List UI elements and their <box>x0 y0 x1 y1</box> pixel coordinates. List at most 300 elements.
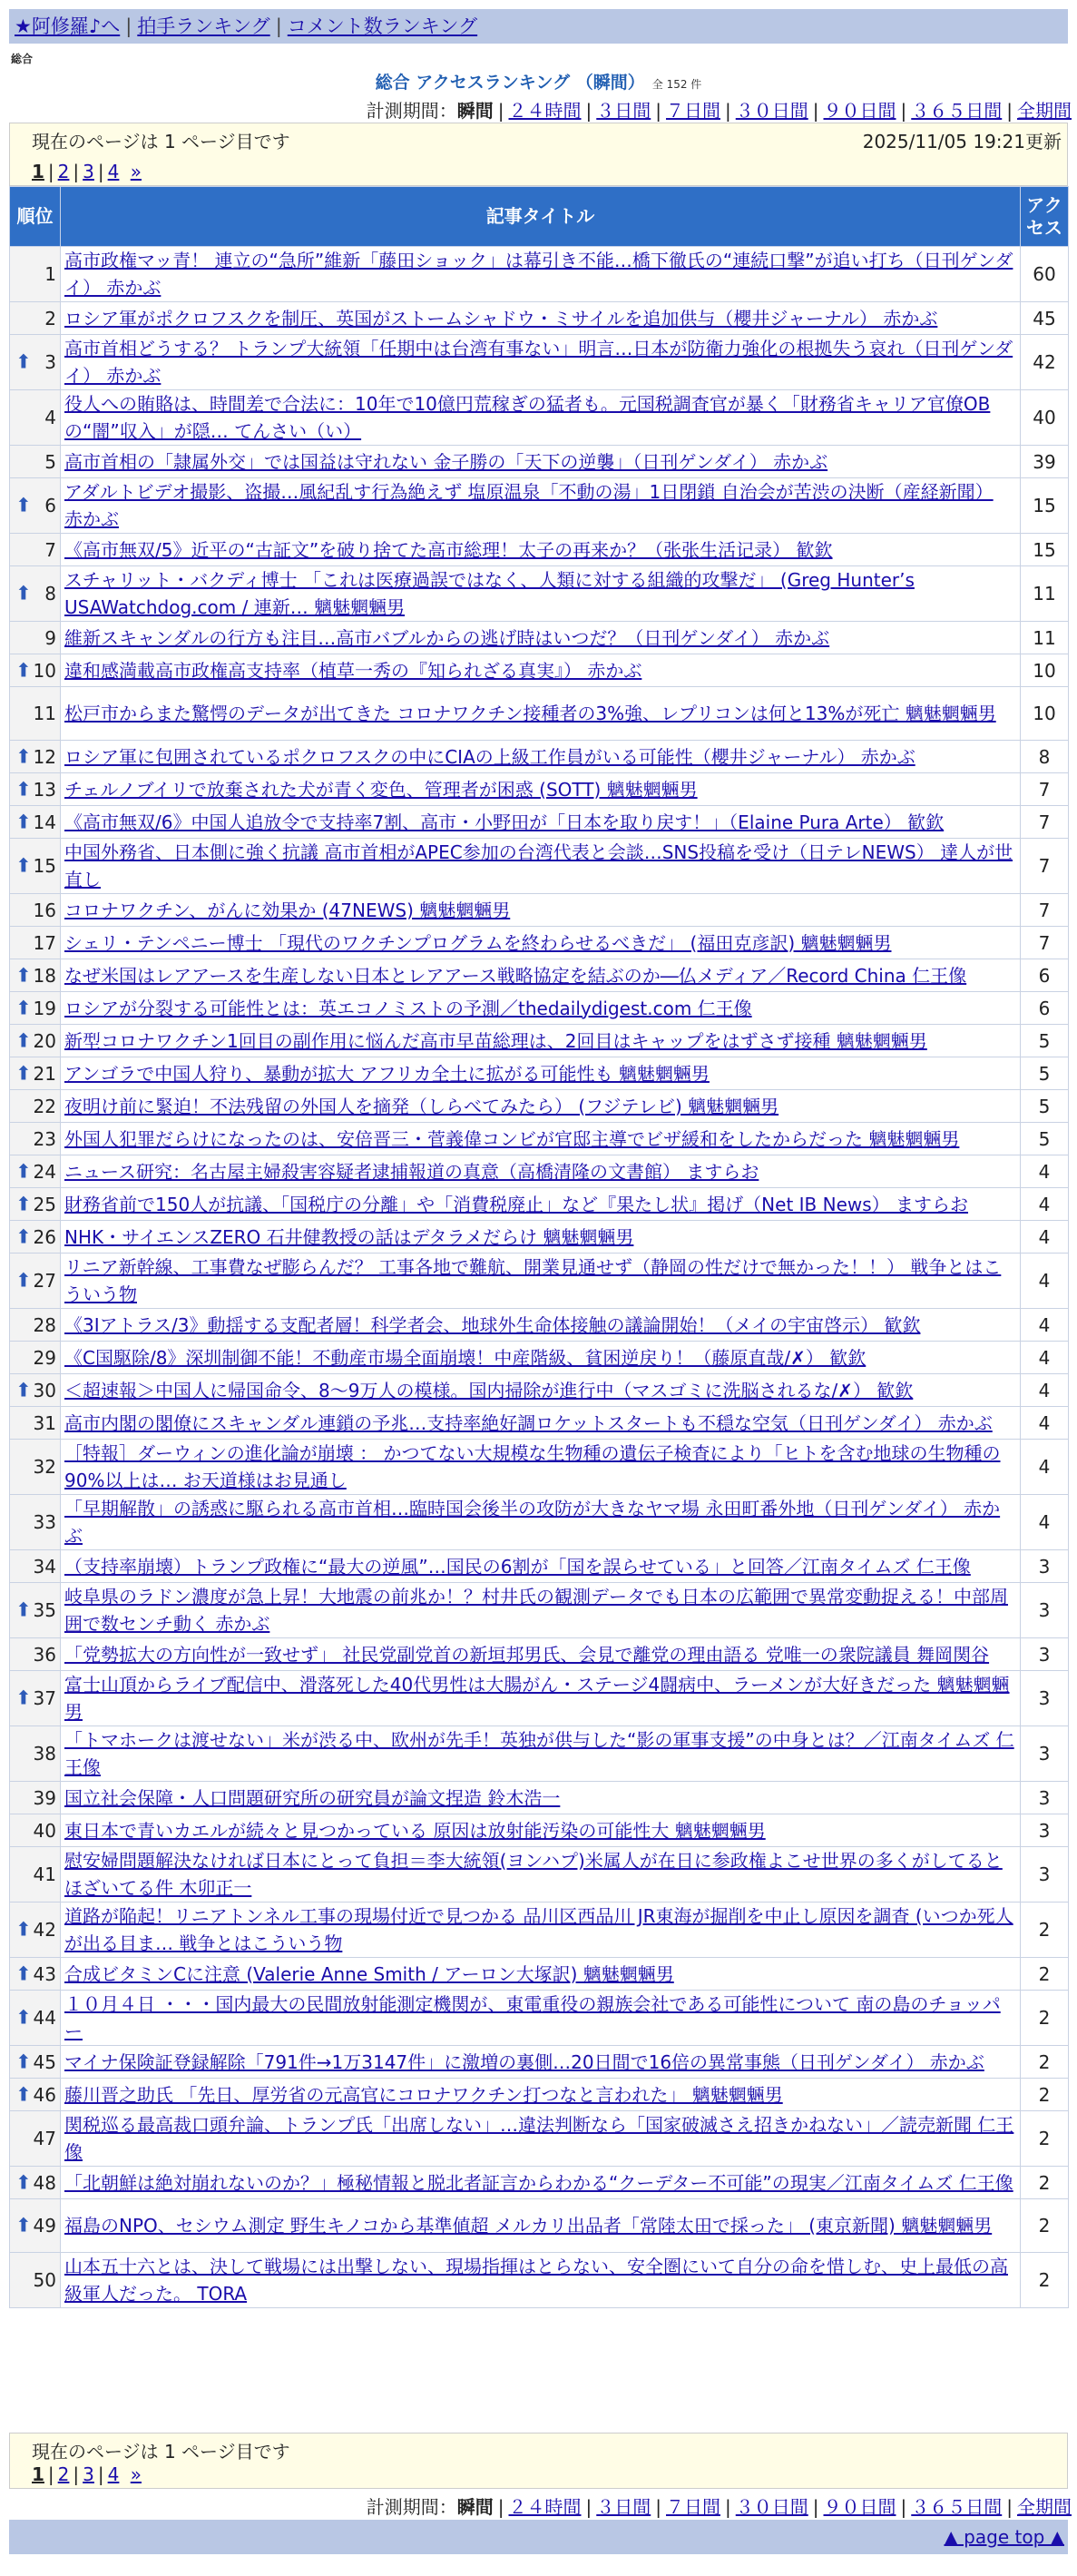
footer-bar <box>9 2520 1068 2554</box>
access-count: 15 <box>1021 534 1069 566</box>
up-arrow-icon: ⬆ <box>15 1686 32 1709</box>
rank-number: 44 <box>33 2007 56 2029</box>
rank-cell <box>10 2167 61 2199</box>
access-count: 4 <box>1021 1254 1069 1309</box>
title-cell <box>61 1221 1021 1254</box>
page-separator: | <box>47 2463 54 2485</box>
up-arrow-icon: ⬆ <box>15 1225 32 1247</box>
title-cell <box>61 1342 1021 1374</box>
nav-separator: | <box>275 15 282 37</box>
title-cell <box>61 1254 1021 1309</box>
period-option[interactable]: ３日間 <box>596 100 651 122</box>
page-info-box-bottom <box>9 2433 1068 2489</box>
rank-cell <box>10 992 61 1025</box>
access-count: 5 <box>1021 1057 1069 1090</box>
article-link[interactable]: 維新スキャンダルの行方も注目…高市バブルからの逃げ時はいつだ？（日刊ゲンダイ） 赤かぶ <box>64 626 830 649</box>
table-row <box>10 1550 1069 1583</box>
rank-number: 7 <box>44 538 56 561</box>
title-cell <box>61 446 1021 478</box>
article-link[interactable]: 《3Iアトラス/3》動揺する支配者層！科学者会、地球外生命体接触の議論開始！（メイの宇宙啓示） 歓欽 <box>64 1313 921 1336</box>
period-separator: | <box>655 2496 661 2518</box>
table-row <box>10 654 1069 687</box>
article-link[interactable]: シェリ・テンペニー博士 「現代のワクチンプログラムを終わらせるべきだ」 (福田克彦訳) 魑魅魍魎男 <box>64 931 892 954</box>
table-row <box>10 247 1069 302</box>
access-count: 5 <box>1021 1123 1069 1155</box>
article-link[interactable]: 東日本で青いカエルが続々と見つかっている 原因は放射能汚染の可能性大 魑魅魍魎男 <box>64 1819 766 1842</box>
table-row <box>10 1671 1069 1726</box>
table-row <box>10 335 1069 390</box>
title-cell <box>61 1958 1021 1991</box>
table-row <box>10 927 1069 959</box>
access-count: 3 <box>1021 1814 1069 1847</box>
up-arrow-icon: ⬆ <box>15 1269 32 1292</box>
rank-number: 33 <box>33 1511 56 1533</box>
rank-number: 31 <box>33 1411 56 1434</box>
table-row <box>10 2046 1069 2079</box>
rank-cell <box>10 335 61 390</box>
table-row <box>10 2199 1069 2253</box>
rank-number: 9 <box>44 626 56 649</box>
up-arrow-icon: ⬆ <box>15 582 32 605</box>
title-cell <box>61 2167 1021 2199</box>
rank-cell <box>10 1221 61 1254</box>
title-cell <box>61 566 1021 622</box>
article-link[interactable]: なぜ米国はレアアースを生産しない日本とレアアース戦略協定を結ぶのか―仏メディア／Record China 仁王像 <box>64 964 967 987</box>
access-count: 4 <box>1021 1495 1069 1550</box>
period-separator: | <box>497 100 504 122</box>
title-cell <box>61 894 1021 927</box>
article-link[interactable]: 違和感満載高市政権高支持率（植草一秀の『知られざる真実』） 赤かぶ <box>64 659 642 682</box>
access-count: 2 <box>1021 2046 1069 2079</box>
access-count: 4 <box>1021 1407 1069 1440</box>
table-row <box>10 1188 1069 1221</box>
title-cell <box>61 1123 1021 1155</box>
rank-cell <box>10 1155 61 1188</box>
page-separator: | <box>97 2463 104 2485</box>
rank-number: 20 <box>33 1029 56 1052</box>
article-link[interactable]: 《C国駆除/8》深圳制御不能！不動産市場全面崩壊！中産階級、貧困逆戻り！（藤原直哉/✗） 歓欽 <box>64 1346 866 1369</box>
updated-time: 2025/11/05 19:21更新 <box>862 131 1062 152</box>
access-count: 3 <box>1021 1550 1069 1583</box>
page-link: 1 <box>32 161 44 182</box>
up-arrow-icon: ⬆ <box>15 2171 32 2193</box>
article-link[interactable]: NHK・サイエンスZERO 石井健教授の話はデタラメだらけ 魑魅魍魎男 <box>64 1225 634 1248</box>
article-link[interactable]: 高市首相の「隷属外交」では国益は守れない 金子勝の「天下の逆襲」（日刊ゲンダイ） 赤かぶ <box>64 450 828 473</box>
access-count: 3 <box>1021 1671 1069 1726</box>
article-link[interactable]: 富士山頂からライブ配信中、滑落死した40代男性は大腸がん・ステージ4闘病中、ラーメンが大好きだった 魑魅魍魎男 <box>64 1674 1010 1723</box>
rank-number: 43 <box>33 1962 56 1985</box>
period-current: 瞬間 <box>456 2496 494 2518</box>
table-row <box>10 1903 1069 1958</box>
rank-number: 28 <box>33 1313 56 1336</box>
rank-number: 37 <box>33 1687 56 1709</box>
title-cell <box>61 1057 1021 1090</box>
rank-number: 12 <box>33 745 56 768</box>
rank-header: 順位 <box>10 187 61 247</box>
up-arrow-icon: ⬆ <box>15 494 32 516</box>
page-separator: | <box>47 161 54 182</box>
table-row <box>10 2111 1069 2167</box>
title-cell <box>61 2046 1021 2079</box>
period-option[interactable]: ７日間 <box>666 100 720 122</box>
access-count: 3 <box>1021 1847 1069 1903</box>
access-count: 8 <box>1021 741 1069 773</box>
article-link[interactable]: ＜超速報＞中国人に帰国命令、8〜9万人の模様。国内掃除が進行中（マスゴミに洗脳されるな/✗） 歓欽 <box>64 1379 914 1401</box>
rank-cell <box>10 654 61 687</box>
rank-number: 35 <box>33 1599 56 1621</box>
rank-cell <box>10 1090 61 1123</box>
title-cell <box>61 478 1021 534</box>
period-option[interactable]: ２４時間 <box>508 100 582 122</box>
access-count: 42 <box>1021 335 1069 390</box>
article-link[interactable]: ［特報］ダーウィンの進化論が崩壊 ： かつてない大規模な生物種の遺伝子検査により「ヒトを含む地球の生物種の90%以上は… お天道様はお見通し <box>64 1442 1001 1491</box>
table-row <box>10 1254 1069 1309</box>
rank-cell <box>10 478 61 534</box>
up-arrow-icon: ⬆ <box>15 2214 32 2237</box>
table-row <box>10 1782 1069 1814</box>
title-cell <box>61 2199 1021 2253</box>
table-row <box>10 1726 1069 1782</box>
next-page-link[interactable]: » <box>130 161 142 182</box>
rank-number: 23 <box>33 1127 56 1150</box>
access-count: 11 <box>1021 622 1069 654</box>
rank-cell <box>10 1374 61 1407</box>
rank-number: 38 <box>33 1743 56 1765</box>
period-option[interactable]: ２４時間 <box>508 2496 582 2518</box>
period-option[interactable]: ７日間 <box>666 2496 720 2518</box>
page-link[interactable]: 3 <box>83 161 94 182</box>
up-arrow-icon: ⬆ <box>15 350 32 373</box>
title-cell <box>61 927 1021 959</box>
rank-number: 25 <box>33 1193 56 1215</box>
rank-cell <box>10 1671 61 1726</box>
rank-cell <box>10 1309 61 1342</box>
period-option[interactable]: ３０日間 <box>735 100 808 122</box>
up-arrow-icon: ⬆ <box>15 745 32 767</box>
up-arrow-icon: ⬆ <box>15 659 32 681</box>
period-separator: | <box>812 100 819 122</box>
rank-number: 5 <box>44 450 56 473</box>
article-link[interactable]: リニア新幹線、工事費なぜ膨らんだ？ 工事各地で難航、開業見通せず（静岡の性だけで無かった！！） 戦争とはこういう物 <box>64 1256 1002 1305</box>
rank-cell <box>10 566 61 622</box>
access-count: 2 <box>1021 2199 1069 2253</box>
article-link[interactable]: １０月４日 ・・・国内最大の民間放射能測定機関が、東電重役の親族会社である可能性について 南の島のチョッパー <box>64 1993 1001 2042</box>
next-page-link[interactable]: » <box>130 2463 142 2485</box>
up-arrow-icon: ⬆ <box>15 1029 32 1051</box>
up-arrow-icon: ⬆ <box>15 811 32 832</box>
title-cell <box>61 2253 1021 2308</box>
title-cell <box>61 1495 1021 1550</box>
comment-ranking-link[interactable]: コメント数ランキング <box>287 15 478 37</box>
rank-cell <box>10 1342 61 1374</box>
rank-cell <box>10 1638 61 1671</box>
article-link[interactable]: 「北朝鮮は絶対崩れないのか？」極秘情報と脱北者証言からわかる“クーデター不可能”の現実／江南タイムズ 仁王像 <box>64 2171 1013 2194</box>
title-cell <box>61 959 1021 992</box>
table-row <box>10 1025 1069 1057</box>
article-link[interactable]: ニュース研究：名古屋主婦殺害容疑者逮捕報道の真意（高橋清隆の文書館） ますらお <box>64 1160 759 1183</box>
access-count: 4 <box>1021 1342 1069 1374</box>
access-count: 7 <box>1021 806 1069 839</box>
period-option[interactable]: ９０日間 <box>823 100 896 122</box>
table-row <box>10 1495 1069 1550</box>
item-count: 全 152 件 <box>651 78 702 91</box>
rank-number: 3 <box>44 351 56 373</box>
period-separator: | <box>900 100 907 122</box>
article-link[interactable]: 「党勢拡大の方向性が一致せず」 社民党副党首の新垣邦男氏、会見で離党の理由語る 党唯一の衆院議員 舞岡関谷 <box>64 1643 990 1666</box>
ranking-title: 総合 アクセスランキング （瞬間） <box>375 73 645 93</box>
table-row <box>10 1090 1069 1123</box>
period-separator: | <box>900 2496 907 2518</box>
article-link[interactable]: 慰安婦問題解決なければ日本にとって負担＝李大統領(ヨンハプ)米属人が在日に参政権よこせ世界の多くがしてるとほざいてる件 木卯正一 <box>64 1850 1003 1899</box>
table-row <box>10 1221 1069 1254</box>
title-cell <box>61 1407 1021 1440</box>
article-link[interactable]: アダルトビデオ撮影、盗撮…風紀乱す行為絶えず 塩原温泉「不動の湯」1日閉鎖 自治会が苦渋の決断（産経新聞） 赤かぶ <box>64 481 994 530</box>
table-row <box>10 390 1069 446</box>
access-count: 6 <box>1021 959 1069 992</box>
table-row <box>10 2079 1069 2111</box>
period-option[interactable]: ３０日間 <box>735 2496 808 2518</box>
access-count: 2 <box>1021 2253 1069 2308</box>
period-option[interactable]: ３６５日間 <box>911 100 1003 122</box>
table-row <box>10 534 1069 566</box>
article-link[interactable]: 役人への賄賂は、時間差で合法に：10年で10億円荒稼ぎの猛者も。元国税調査官が暴く「財務省キャリア官僚OBの“闇”収入」が隠… てんさい（い） <box>64 393 991 442</box>
article-link[interactable]: チェルノブイリで放棄された犬が青く変色、管理者が困惑 (SOTT) 魑魅魍魎男 <box>64 778 698 801</box>
article-link[interactable]: マイナ保険証登録解除「791件→1万3147件」に激増の裏側…20日間で16倍の異常事態（日刊ゲンダイ） 赤かぶ <box>64 2050 984 2073</box>
rank-number: 21 <box>33 1062 56 1085</box>
rank-cell <box>10 741 61 773</box>
page-link[interactable]: 4 <box>107 161 120 182</box>
title-cell <box>61 1671 1021 1726</box>
rank-number: 27 <box>33 1270 56 1292</box>
article-link[interactable]: 新型コロナワクチン1回目の副作用に悩んだ高市早苗総理は、2回目はキャップをはずさず接種 魑魅魍魎男 <box>64 1029 927 1052</box>
access-count: 4 <box>1021 1440 1069 1495</box>
title-cell <box>61 1550 1021 1583</box>
article-link[interactable]: 「トマホークは渡せない」米が渋る中、欧州が先手！英独が供与した“影の軍事支援”の中身とは？／江南タイムズ 仁王像 <box>64 1729 1014 1778</box>
article-link[interactable]: 高市首相どうする？ トランプ大統領「任期中は台湾有事ない」明言…日本が防衛力強化の根拠失う哀れ（日刊ゲンダイ） 赤かぶ <box>64 338 1013 387</box>
table-row <box>10 1057 1069 1090</box>
rank-cell <box>10 2046 61 2079</box>
access-count: 40 <box>1021 390 1069 446</box>
table-row <box>10 806 1069 839</box>
article-link[interactable]: （支持率崩壊）トランプ政権に“最大の逆風”…国民の6割が「国を誤らせている」と回答／江南タイムズ 仁王像 <box>64 1555 971 1578</box>
article-link[interactable]: 外国人犯罪だらけになったのは、安倍晋三・菅義偉コンビが官邸主導でビザ緩和をしたからだった 魑魅魍魎男 <box>64 1127 960 1150</box>
clap-ranking-link[interactable]: 拍手ランキング <box>137 15 270 37</box>
table-row <box>10 478 1069 534</box>
pagination <box>32 161 142 182</box>
period-separator: | <box>585 2496 592 2518</box>
rank-number: 24 <box>33 1160 56 1183</box>
table-row <box>10 741 1069 773</box>
rank-cell <box>10 687 61 741</box>
table-row <box>10 773 1069 806</box>
period-option[interactable]: ９０日間 <box>823 2496 896 2518</box>
period-option[interactable]: ３日間 <box>596 2496 651 2518</box>
period-selector <box>367 96 1072 123</box>
rank-number: 46 <box>33 2083 56 2106</box>
home-link[interactable]: ★阿修羅♪へ <box>15 15 121 37</box>
table-row <box>10 1814 1069 1847</box>
article-link[interactable]: 高市政権マッ青！ 連立の“急所”維新「藤田ショック」は幕引き不能…橋下徹氏の“連続口撃”が追い打ち（日刊ゲンダイ） 赤かぶ <box>64 250 1013 299</box>
table-row <box>10 1123 1069 1155</box>
rank-number: 45 <box>33 2050 56 2073</box>
title-cell <box>61 622 1021 654</box>
rank-number: 6 <box>44 495 56 516</box>
article-link[interactable]: コロナワクチン、がんに効果か (47NEWS) 魑魅魍魎男 <box>64 899 511 921</box>
rank-cell <box>10 1903 61 1958</box>
rank-cell <box>10 1814 61 1847</box>
table-row <box>10 2253 1069 2308</box>
title-cell <box>61 687 1021 741</box>
up-arrow-icon: ⬆ <box>15 1962 32 1984</box>
rank-number: 8 <box>44 583 56 605</box>
pagination-bottom <box>32 2463 142 2485</box>
up-arrow-icon: ⬆ <box>15 1379 32 1401</box>
rank-cell <box>10 390 61 446</box>
article-link[interactable]: 《高市無双/6》中国人追放令で支持率7割、高市・小野田が「日本を取り戻す！」（Elaine Pura Arte） 歓欽 <box>64 811 945 833</box>
current-page-text: 現在のページは 1 ページ目です <box>32 131 290 152</box>
rank-number: 15 <box>33 855 56 877</box>
title-cell <box>61 1726 1021 1782</box>
title-cell <box>61 1440 1021 1495</box>
article-link[interactable]: 道路が陥起！リニアトンネル工事の現場付近で見つかる 品川区西品川 JR東海が掘削を中止し原因を調査 (いつか死人が出る目ま… 戦争とはこういう物 <box>64 1905 1013 1954</box>
access-count: 6 <box>1021 992 1069 1025</box>
title-cell <box>61 1991 1021 2046</box>
ranking-heading <box>0 69 1077 93</box>
nav-separator: | <box>125 15 132 37</box>
period-label: 計測期間： <box>366 2496 457 2518</box>
rank-cell <box>10 622 61 654</box>
rank-cell <box>10 1254 61 1309</box>
article-link[interactable]: スチャリット・バクディ博士 「これは医療過誤ではなく、人類に対する組織的攻撃だ」 (Greg Hunter’s USAWatchdog.com / 連新… 魑魅魍魎男 <box>64 569 915 618</box>
title-cell <box>61 806 1021 839</box>
article-link[interactable]: 中国外務省、日本側に強く抗議 高市首相がAPEC参加の台湾代表と会談…SNS投稿を受け（日テレNEWS） 達人が世直し <box>64 841 1013 890</box>
title-cell <box>61 992 1021 1025</box>
rank-cell <box>10 2199 61 2253</box>
rank-cell <box>10 959 61 992</box>
page-link[interactable]: 2 <box>57 2463 70 2485</box>
rank-number: 4 <box>44 407 56 428</box>
up-arrow-icon: ⬆ <box>15 2006 32 2029</box>
article-link[interactable]: 関税巡る最高裁口頭弁論、トランプ氏「出席しない」…違法判断なら「国家破滅さえ招きかねない」／読売新聞 仁王像 <box>64 2114 1014 2163</box>
article-link[interactable]: ロシアが分裂する可能性とは：英エコノミストの予測／thedailydigest.com 仁王像 <box>64 997 752 1019</box>
access-count: 5 <box>1021 1090 1069 1123</box>
rank-number: 22 <box>33 1095 56 1117</box>
ranking-table <box>9 186 1069 2308</box>
title-cell <box>61 839 1021 894</box>
article-link[interactable]: 夜明け前に緊迫！不法残留の外国人を摘発（しらべてみたら） (フジテレビ) 魑魅魍魎男 <box>64 1095 779 1117</box>
rank-cell <box>10 302 61 335</box>
up-arrow-icon: ⬆ <box>15 1193 32 1214</box>
article-link[interactable]: アンゴラで中国人狩り、暴動が拡大 アフリカ全土に拡がる可能性も 魑魅魍魎男 <box>64 1062 710 1085</box>
table-row <box>10 302 1069 335</box>
title-cell <box>61 1309 1021 1342</box>
rank-number: 34 <box>33 1555 56 1578</box>
article-link[interactable]: ロシア軍に包囲されているポクロフスクの中にCIAの上級工作員がいる可能性（櫻井ジャーナル） 赤かぶ <box>64 745 915 768</box>
page-link[interactable]: 2 <box>57 161 70 182</box>
page-separator: | <box>73 161 80 182</box>
page-link[interactable]: 4 <box>107 2463 120 2485</box>
title-cell <box>61 1155 1021 1188</box>
up-arrow-icon: ⬆ <box>15 1062 32 1084</box>
top-nav-bar <box>9 9 1068 44</box>
access-count: 4 <box>1021 1221 1069 1254</box>
rank-cell <box>10 894 61 927</box>
table-row <box>10 566 1069 622</box>
access-count: 10 <box>1021 654 1069 687</box>
article-link[interactable]: 「早期解散」の誘惑に駆られる高市首相…臨時国会後半の攻防が大きなヤマ場 永田町番外地（日刊ゲンダイ） 赤かぶ <box>64 1498 1001 1547</box>
access-header: アクセス <box>1021 187 1069 247</box>
rank-cell <box>10 2079 61 2111</box>
period-option[interactable]: 全期間 <box>1017 2496 1072 2518</box>
up-arrow-icon: ⬆ <box>15 854 32 877</box>
access-count: 3 <box>1021 1638 1069 1671</box>
up-arrow-icon: ⬆ <box>15 778 32 800</box>
title-cell <box>61 1025 1021 1057</box>
page-link: 1 <box>32 2463 44 2485</box>
article-link[interactable]: 合成ビタミンCに注意 (Valerie Anne Smith / アーロン大塚訳) 魑魅魍魎男 <box>64 1962 674 1985</box>
rank-number: 14 <box>33 811 56 833</box>
table-row <box>10 894 1069 927</box>
table-row <box>10 2167 1069 2199</box>
period-option[interactable]: ３６５日間 <box>911 2496 1003 2518</box>
period-label: 計測期間： <box>366 100 457 122</box>
title-cell <box>61 1847 1021 1903</box>
table-row <box>10 1155 1069 1188</box>
title-cell <box>61 1638 1021 1671</box>
access-count: 60 <box>1021 247 1069 302</box>
article-link[interactable]: 国立社会保障・人口問題研究所の研究員が論文捏造 鈴木浩一 <box>64 1786 561 1809</box>
article-link[interactable]: 高市内閣の閣僚にスキャンダル連鎖の予兆…支持率絶好調ロケットスタートも不穏な空気（日刊ゲンダイ） 赤かぶ <box>64 1411 993 1434</box>
title-cell <box>61 741 1021 773</box>
article-link[interactable]: 財務省前で150人が抗議、「国税庁の分離」や「消費税廃止」など『果たし状』掲げ（Net IB News） ますらお <box>64 1193 969 1215</box>
title-cell <box>61 390 1021 446</box>
page-top-link[interactable]: ▲ page top ▲ <box>944 2526 1064 2548</box>
period-option[interactable]: 全期間 <box>1017 100 1072 122</box>
rank-number: 49 <box>33 2215 56 2237</box>
rank-number: 48 <box>33 2171 56 2194</box>
rank-cell <box>10 1495 61 1550</box>
period-separator: | <box>725 2496 731 2518</box>
rank-number: 42 <box>33 1919 56 1941</box>
access-count: 15 <box>1021 478 1069 534</box>
rank-cell <box>10 1583 61 1638</box>
article-link[interactable]: 山本五十六とは、決して戦場には出撃しない、現場指揮はとらない、安全圏にいて自分の命を惜しむ、史上最低の高級軍人だった。 TORA <box>64 2256 1008 2305</box>
table-row <box>10 1638 1069 1671</box>
article-link[interactable]: 松戸市からまた驚愕のデータが出てきた コロナワクチン接種者の3%強、レプリコンは何と13%が死亡 魑魅魍魎男 <box>64 703 996 724</box>
access-count: 4 <box>1021 1155 1069 1188</box>
rank-cell <box>10 1847 61 1903</box>
article-link[interactable]: 福島のNPO、セシウム測定 野生キノコから基準値超 メルカリ出品者「常陸太田で採った」 (東京新聞) 魑魅魍魎男 <box>64 2215 993 2237</box>
table-row <box>10 1958 1069 1991</box>
article-link[interactable]: 岐阜県のラドン濃度が急上昇！大地震の前兆か！？村井氏の観測データでも日本の広範囲で異常変動捉える！中部周囲で数センチ動く 赤かぶ <box>64 1586 1008 1635</box>
page-link[interactable]: 3 <box>83 2463 94 2485</box>
rank-cell <box>10 1057 61 1090</box>
access-count: 4 <box>1021 1309 1069 1342</box>
rank-cell <box>10 1440 61 1495</box>
table-row <box>10 839 1069 894</box>
rank-cell <box>10 1726 61 1782</box>
rank-cell <box>10 2253 61 2308</box>
period-separator: | <box>655 100 661 122</box>
rank-number: 50 <box>33 2269 56 2291</box>
article-link[interactable]: 藤川晋之助氏 「先日、厚労省の元高官にコロナワクチン打つなと言われた」 魑魅魍魎男 <box>64 2083 783 2106</box>
table-row <box>10 687 1069 741</box>
article-link[interactable]: 《高市無双/5》近平の“古証文”を破り捨てた高市総理！太子の再来か？（张张生活记录） 歓欽 <box>64 538 833 561</box>
article-link[interactable]: ロシア軍がポクロフスクを制圧、英国がストームシャドウ・ミサイルを追加供与（櫻井ジャーナル） 赤かぶ <box>64 307 938 329</box>
access-count: 3 <box>1021 1583 1069 1638</box>
rank-number: 39 <box>33 1786 56 1809</box>
rank-number: 17 <box>33 931 56 954</box>
